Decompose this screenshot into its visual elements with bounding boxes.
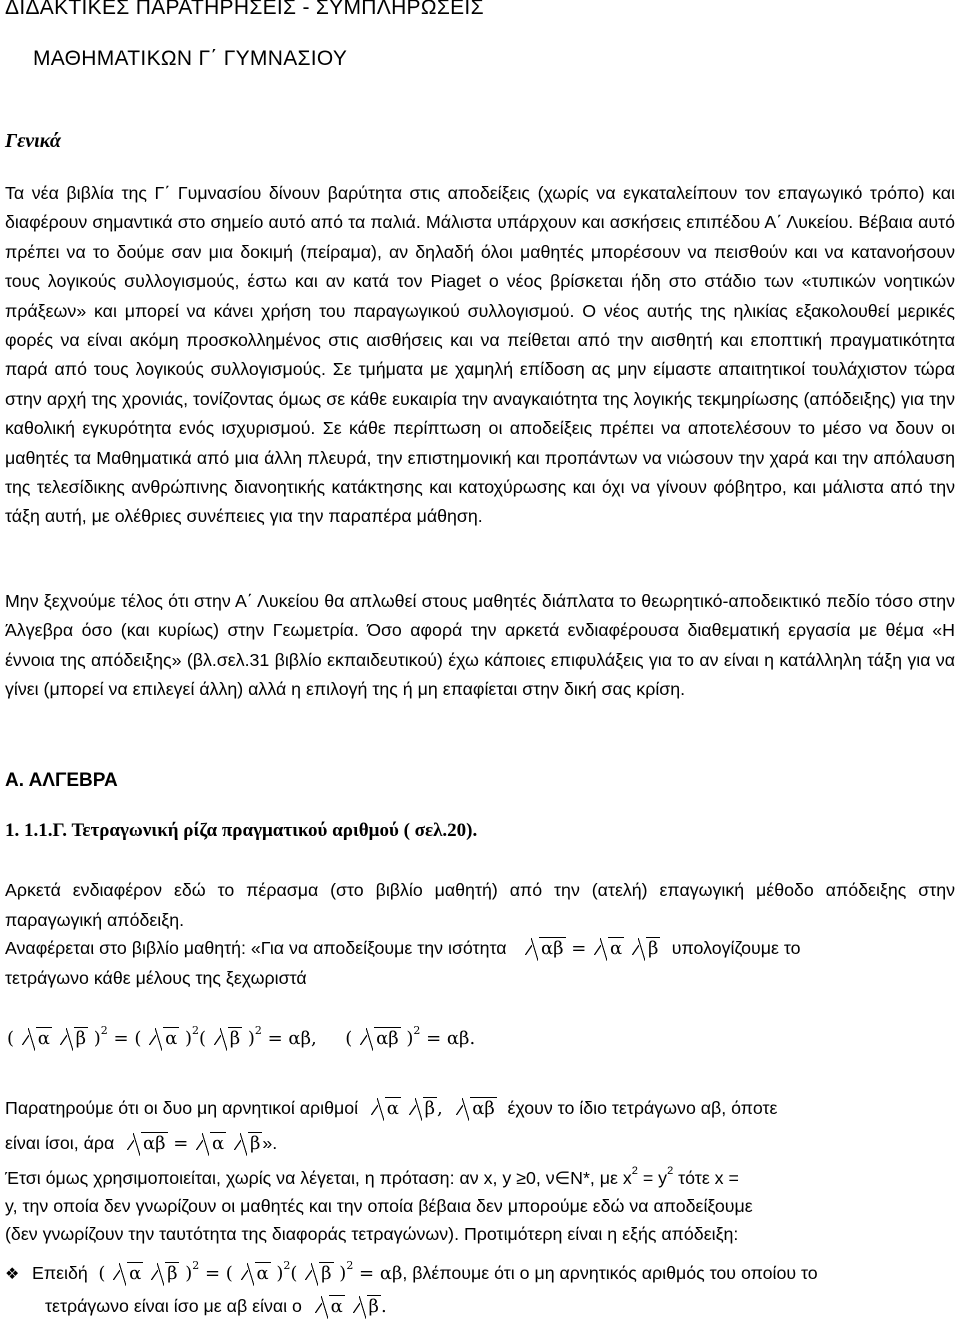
formula-squares: ( α β )$^2$ = ( α )$^2$( β )$^2$ = αβ, ( αβ )$^2$ = αβ.	[7, 1024, 476, 1049]
element-of-symbol: ∈	[554, 1168, 571, 1188]
text: = y	[637, 1168, 668, 1188]
text: Επειδή	[31, 1263, 88, 1283]
observe-line2	[5, 1133, 277, 1154]
diamond-bullet-icon: ❖	[5, 1266, 20, 1283]
bullet-item	[5, 1259, 818, 1284]
used-line2: y, την οποία δεν γνωρίζουν οι μαθητές και την οποία βέβαια δεν μπορούμε εδώ να αποδείξουμε	[5, 1196, 753, 1216]
general-paragraph-1: Τα νέα βιβλία της Γ΄ Γυμνασίου δίνουν βαρύτητα στις αποδείξεις (χωρίς να εγκαταλείπουν τον επαγωγικό τρόπο) και διαφέρουν σημαντικά στο σημείο αυτό από τα παλιά. Μάλιστα υπάρχουν και ασκήσεις επιπέδου Α΄ Λυκείου. Βέβαια αυτό πρέπει να το δούμε σαν μια δοκιμή (πείραμα), αν δηλαδή όλοι μαθητές μπορέσουν να πεισθούν και να κατανοήσουν τους λογικούς συλλογισμούς, έστω και αν κατά τον Piaget ο νέος βρίσκεται ήδη στο στάδιο των «τυπικών νοητικών πράξεων» και μπορεί να κάνει χρήση του παραγωγικού συλλογισμού. Ο νέος αυτής της ηλικίας εξακολουθεί μερικές φορές να είναι ακόμη προσκολλημένος στις αισθήσεις και να πείθεται από την αισθητή και εποπτική πραγματικότητα παρά από τους λογικούς συλλογισμούς. Σε τμήματα με χαμηλή επίδοση ας μην είμαστε απαιτητικοί τουλάχιστον τώρα στην αρχή της χρονιάς, τονίζοντας όμως σε κάθε ευκαιρία την αναγκαιότητα της λογικής τεκμηρίωσης (απόδειξης) για την καθολική εγκυρότητα ενός ισχυρισμού. Σε κάθε περίπτωση οι αποδείξεις πρέπει να αποτελέσουν το μέσο να δουν οι μαθητές τα Μαθηματικά από μια άλλη πλευρά, την επιστημονική και προπάντων να νιώσουν την χαρά και την απόλαυση της τελεσίδικης ανθρώπινης διανοητικής κατάκτησης και κατοχύρωσης και όχι να γίνουν φόβητρο, και μάλιστα από την τάξη αυτή, με ολέθριες συνέπειες για την παραπέρα μάθηση.	[5, 183, 955, 527]
document-title-line2: ΜΑΘΗΜΑΤΙΚΩΝ Γ΄ ΓΥΜΝΑΣΙΟΥ	[33, 47, 348, 70]
bullet-line2	[45, 1296, 387, 1317]
used-line3: (δεν γνωρίζουν την ταυτότητα της διαφοράς τετραγώνων). Προτιμότερη είναι η εξής απόδειξη:	[5, 1224, 739, 1244]
text: ».	[262, 1133, 278, 1153]
used-line1	[5, 1165, 955, 1189]
text: τότε x =	[673, 1168, 739, 1188]
geq-symbol: ≥	[516, 1168, 526, 1188]
text: Αναφέρεται στο βιβλίο μαθητή: «Για να αποδείξουμε την ισότητα	[5, 938, 507, 958]
general-paragraph-2: Μην ξεχνούμε τέλος ότι στην Α΄ Λυκείου θα απλωθεί στους μαθητές διάπλατα το θεωρητικό-αποδεικτικό πεδίο τόσο στην Άλγεβρα όσο (και κυρίως) στην Γεωμετρία. Όσο αφορά την αρκετά ενδιαφέρουσα διαθεματική εργασία με θέμα «Η έννοια της απόδειξης» (βλ.σελ.31 βιβλίο εκπαιδευτικού) έχω κάποιες επιφυλάξεις για το αν είναι η κατάλληλη τάξη για να γίνει (μπορεί να επιλεγεί άλλη) αλλά η επιλογή της ή μη επαφίεται στην δική σας κρίση.	[5, 591, 955, 700]
formula-sqrt-final: α β .	[307, 1296, 387, 1317]
exponent: 2	[667, 1165, 674, 1177]
exponent: 2	[631, 1165, 638, 1177]
observe-line1	[5, 1098, 777, 1119]
text: 0, ν	[525, 1168, 555, 1188]
text: είναι ίσοι, άρα	[5, 1133, 115, 1153]
document-title-line1: ΔΙΔΑΚΤΙΚΕΣ ΠΑΡΑΤΗΡΗΣΕΙΣ - ΣΥΜΠΛΗΡΩΣΕΙΣ	[5, 0, 484, 19]
section-heading-general: Γενικά	[5, 130, 61, 152]
algebra-paragraph-2-line1	[5, 938, 800, 959]
subsection-title: 1. 1.1.Γ. Τετραγωνική ρίζα πραγματικού αριθμού ( σελ.20).	[5, 820, 478, 841]
formula-sqrt-pair: α β , αβ	[363, 1098, 503, 1119]
text: Έτσι όμως χρησιμοποιείται, χωρίς να λέγεται, η πρόταση: αν x, y	[5, 1168, 512, 1188]
text: έχουν το ίδιο τετράγωνο αβ, όποτε	[507, 1098, 778, 1118]
text: τετράγωνο είναι ίσο με αβ είναι ο	[45, 1296, 302, 1316]
section-title-algebra: Α. ΑΛΓΕΒΡΑ	[5, 770, 118, 791]
formula-sqrt-product: αβ = α β	[512, 938, 672, 959]
text: N*, με x	[570, 1168, 632, 1188]
text: Παρατηρούμε ότι οι δυο μη αρνητικοί αριθμοί	[5, 1098, 359, 1118]
text: υπολογίζουμε το	[671, 938, 801, 958]
algebra-paragraph-1: Αρκετά ενδιαφέρον εδώ το πέρασμα (στο βιβλίο μαθητή) από την (ατελή) επαγωγική μέθοδο απόδειξης στην παραγωγική απόδειξη.	[5, 880, 955, 930]
formula-bullet: ( α β )$^2$ = ( α )$^2$( β )$^2$ = αβ	[92, 1259, 403, 1284]
text: , βλέπουμε ότι ο μη αρνητικός αριθμός του οποίου το	[402, 1263, 818, 1283]
formula-sqrt-product-equal: αβ = α β	[119, 1133, 262, 1154]
algebra-paragraph-2-line2: τετράγωνο κάθε μέλους της ξεχωριστά	[5, 968, 307, 988]
